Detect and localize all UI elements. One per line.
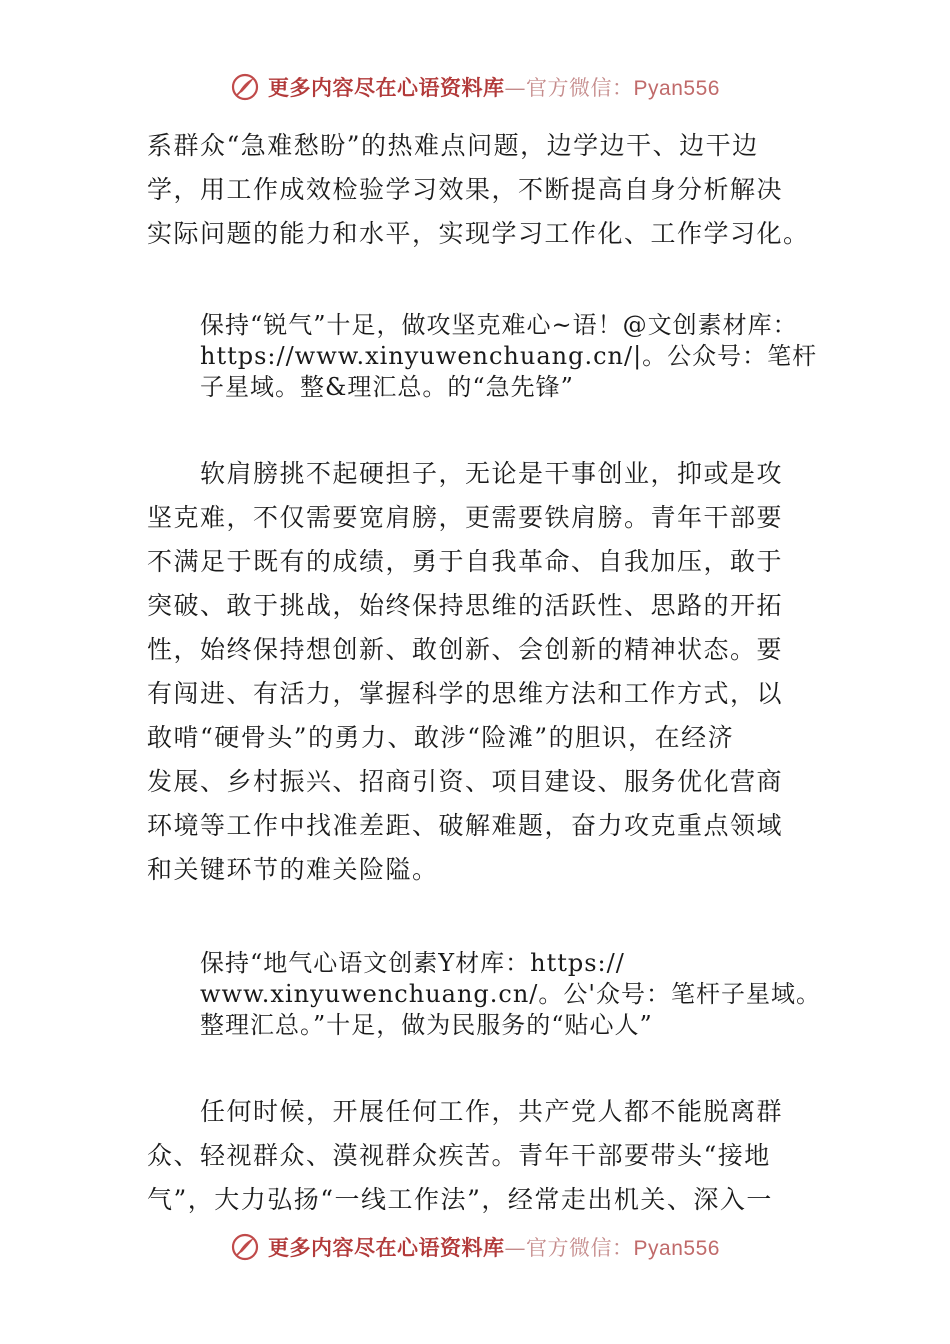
text-line: 环境等工作中找准差距、破解难题，奋力攻克重点领域 bbox=[147, 811, 784, 840]
text-line: 发展、乡村振兴、招商引资、项目建设、服务优化营商 bbox=[147, 767, 784, 796]
text-line: 有闯进、有活力，掌握科学的思维方法和工作方式，以 bbox=[147, 679, 784, 708]
section-heading-2 bbox=[200, 948, 840, 1041]
quill-logo-icon bbox=[230, 1232, 260, 1262]
text-line: 突破、敢于挑战，始终保持思维的活跃性、思路的开拓 bbox=[147, 591, 784, 620]
footer-watermark-banner bbox=[0, 1232, 950, 1262]
text-line: 系群众“急难愁盼”的热难点问题，边学边干、边干边 bbox=[147, 131, 759, 160]
heading-line: 整理汇总。”十足，做为民服务的“贴心人” bbox=[200, 1011, 653, 1039]
text-line: 软肩膀挑不起硬担子，无论是干事创业，抑或是攻 bbox=[147, 459, 784, 488]
header-watermark-banner bbox=[0, 72, 950, 102]
text-line: 不满足于既有的成绩，勇于自我革命、自我加压，敢于 bbox=[147, 547, 784, 576]
paragraph-3 bbox=[147, 1090, 812, 1222]
paragraph-2 bbox=[147, 452, 812, 892]
heading-line: 保持“地气心语文创素Y材库：https:// bbox=[200, 949, 625, 977]
quill-logo-icon bbox=[230, 72, 260, 102]
text-line: 实际问题的能力和水平，实现学习工作化、工作学习化。 bbox=[147, 219, 810, 248]
heading-line: https://www.xinyuwenchuang.cn/|。公众号：笔杆 bbox=[200, 342, 818, 370]
section-heading-1 bbox=[200, 310, 840, 403]
text-line: 性，始终保持想创新、敢创新、会创新的精神状态。要 bbox=[147, 635, 784, 664]
text-line: 众、轻视群众、漠视群众疾苦。青年干部要带头“接地 bbox=[147, 1141, 771, 1170]
heading-line: 子星域。整&理汇总。的“急先锋” bbox=[200, 373, 574, 401]
heading-line: 保持“锐气”十足，做攻坚克难心~语！@文创素材库： bbox=[200, 311, 798, 339]
heading-line: www.xinyuwenchuang.cn/。公'众号：笔杆子星域。 bbox=[200, 980, 821, 1008]
text-line: 和关键环节的难关险隘。 bbox=[147, 855, 439, 884]
text-line: 学，用工作成效检验学习效果，不断提高自身分析解决 bbox=[147, 175, 784, 204]
text-line: 气”，大力弘扬“一线工作法”，经常走出机关、深入一 bbox=[147, 1185, 773, 1214]
footer-watermark-text: 更多内容尽在心语资料库—官方微信：Pyan556 bbox=[268, 1235, 720, 1260]
text-line: 任何时候，开展任何工作，共产党人都不能脱离群 bbox=[147, 1097, 784, 1126]
text-line: 敢啃“硬骨头”的勇力、敢涉“险滩”的胆识，在经济 bbox=[147, 723, 735, 752]
paragraph-1 bbox=[147, 124, 812, 256]
header-watermark-text: 更多内容尽在心语资料库—官方微信：Pyan556 bbox=[268, 75, 720, 100]
text-line: 坚克难，不仅需要宽肩膀，更需要铁肩膀。青年干部要 bbox=[147, 503, 784, 532]
